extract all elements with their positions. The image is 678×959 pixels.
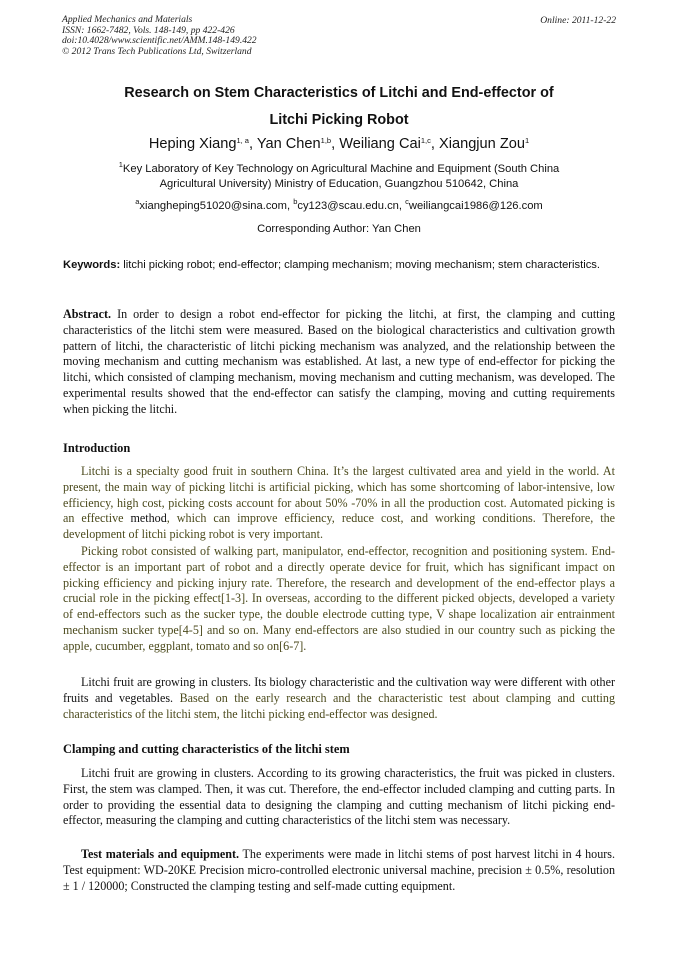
title-line-2: Litchi Picking Robot: [269, 112, 409, 128]
abstract-text: In order to design a robot end-effector for picking the litchi, at first, the clamping and cutting characteristics of the litchi stem were measured. Based on the biological characteristics and cultivation growth pattern of litchi, the characteristic of litchi picking mechanism was analyzed, and the relationship between the moving mechanism and cutting mechanism was established. At last, a new type of end-effector for picking the litchi, which consisted of clamping mechanism, moving mechanism and cutting mechanism, was developed. The experimental results showed that the end-effector can satisfy the clamping, moving and cutting requirements when picking the litchi.: [63, 307, 615, 416]
section-heading-introduction: Introduction: [63, 441, 131, 455]
intro-p1-text: method: [130, 511, 167, 526]
author-name: Heping Xiang: [148, 136, 237, 152]
intro-paragraph-2: Picking robot consisted of walking part, manipulator, end-effector, recognition and positioning system. End-effector is an important part of robot and a directly operate device for fruit, which has significant impact on picking efficiency and picking injury rate. Therefore, the research and development of the end-effector plays a crucial role in the picking effect[1-3]. In overseas, according to the different picked objects, developed a variety of end-effectors such as the sucker type, the double electrode cutting type, V shape localization air entrainment mechanism sucker type[4-5] and so on. Many end-effectors are also studied in our country such as picking the apple, cucumber, eggplant, tomato and so on[6-7].: [63, 544, 615, 653]
keywords: [63, 258, 615, 273]
test-materials-label: Test materials and equipment.: [81, 847, 240, 861]
intro-p3-text: Litchi fruit are growing in clusters. Its biology characteristic and the cultivation way were different with other fruits and vegetables.: [63, 675, 615, 705]
corresponding-author: Corresponding Author: Yan Chen: [257, 223, 421, 235]
section2-paragraph-2: [63, 847, 615, 894]
online-date: Online: 2011-12-22: [540, 15, 616, 26]
intro-p1-text: , which can improve efficiency, reduce cost, and working conditions. Therefore, the development of litchi picking robot is very important.: [63, 511, 615, 542]
journal-header: [62, 15, 257, 57]
intro-paragraph-3: [63, 675, 615, 722]
email-mark: b: [293, 197, 298, 206]
affiliation-text: Key Laboratory of Key Technology on Agricultural Machine and Equipment (South China: [122, 163, 560, 175]
affiliation-line-1: [60, 162, 618, 177]
abstract: [63, 307, 615, 418]
author-affiliation-mark: 1: [525, 136, 530, 145]
journal-doi: doi:10.4028/www.scientific.net/AMM.148-149.422: [62, 35, 257, 47]
author-name: Yan Chen: [256, 136, 321, 152]
author-name: Weiliang Cai: [339, 136, 421, 152]
journal-name: Applied Mechanics and Materials: [62, 14, 193, 25]
author-affiliation-mark: 1,c: [420, 136, 431, 145]
author-emails: $^a$xiangheping51020@sina.com, $^b$cy123@scau.edu.cn, $^c$weiliangcai1986@126.com: [135, 197, 543, 212]
author-name: Xiangjun Zou: [438, 136, 525, 152]
keywords-text: litchi picking robot; end-effector; clamping mechanism; moving mechanism; stem characteristics.: [120, 259, 601, 271]
abstract-label: Abstract.: [63, 307, 112, 321]
affiliation-line-2: Agricultural University) Ministry of Education, Guangzhou 510642, China: [159, 178, 519, 190]
intro-paragraph-1: [63, 464, 615, 543]
section-heading-stem: Clamping and cutting characteristics of the litchi stem: [63, 742, 350, 756]
email-mark: a: [135, 197, 140, 206]
journal-issn: ISSN: 1662-7482, Vols. 148-149, pp 422-426: [62, 24, 235, 36]
keywords-label: Keywords:: [63, 259, 121, 271]
author-list: Heping Xiang$^{1, a}$, Yan Chen$^{1,b}$, Weiliang Cai$^{1,c}$, Xiangjun Zou$^1$: [148, 136, 530, 152]
intro-p3-text: Based on the early research and the characteristic test about clamping and cutting characteristics of the litchi stem, the litchi picking end-effector was designed.: [63, 690, 616, 721]
test-materials-text: The experiments were made in litchi stems of post harvest litchi in 4 hours. Test equipment: WD-20KE Precision micro-controlled electronic universal machine, precision ± 0.5%, resolution ± 1 / 120000; Constructed the clamping testing and self-made cutting equipment.: [63, 847, 615, 893]
affiliation-mark: 1: [118, 160, 123, 169]
paper-title: [70, 80, 608, 134]
title-line-1: Research on Stem Characteristics of Litchi and End-effector of: [124, 85, 554, 101]
section2-paragraph-1: Litchi fruit are growing in clusters. According to its growing characteristics, the fruit was picked in clusters. First, the stem was clamped. Then, it was cut. Therefore, the end-effector included clamping and cutting parts. In order to providing the essential data to designing the clamping and cutting mechanism of litchi picking end-effector, measuring the clamping and cutting characteristics of the litchi stem was necessary.: [63, 766, 615, 828]
journal-copyright: © 2012 Trans Tech Publications Ltd, Switzerland: [62, 45, 252, 57]
email-link[interactable]: xiangheping51020@sina.com: [139, 200, 287, 212]
affiliation: [60, 162, 618, 192]
intro-p1-text: Litchi is a specialty good fruit in southern China. It’s the largest cultivated area and yield in the world. At present, the main way of picking litchi is artificial picking, which has some shortcoming of labor-intensive, low efficiency, high cost, picking costs account for about 50% -70% in all the production cost. Automated picking is an effective: [63, 464, 615, 526]
email-link[interactable]: weiliangcai1986@126.com: [408, 200, 543, 212]
author-affiliation-mark: 1,b: [320, 136, 332, 145]
author-affiliation-mark: 1, a: [236, 136, 249, 145]
email-link[interactable]: cy123@scau.edu.cn: [297, 200, 399, 212]
email-mark: c: [405, 197, 409, 206]
